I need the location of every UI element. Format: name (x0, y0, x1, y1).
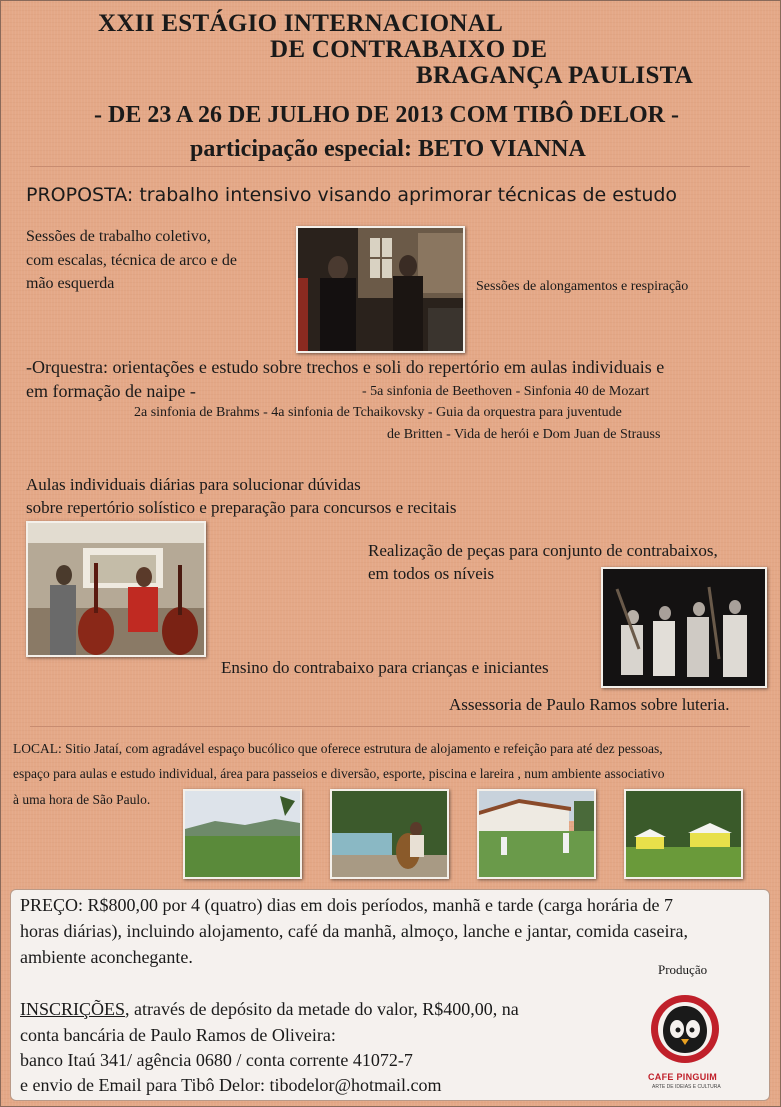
local-line-3: à uma hora de São Paulo. (13, 792, 151, 807)
pecas-line-2: em todos os níveis (368, 564, 495, 583)
preco-line-2: horas diárias), incluindo alojamento, café da manhã, almoço, lanche e jantar, comida caseira, (20, 921, 688, 941)
local-line-1: LOCAL: Sitio Jataí, com agradável espaço bucólico que oferece estrutura de alojamento e refeição para até dez pessoas, (13, 741, 663, 756)
inscricoes-line-4: e envio de Email para Tibô Delor: tibodelor@hotmail.com (20, 1075, 442, 1095)
inscricoes-line-1-rest: , através de depósito da metade do valor, R$400,00, na (125, 999, 519, 1019)
logo-name: CAFE PINGUIM (648, 1072, 718, 1082)
title-line-3: BRAGANÇA PAULISTA (416, 62, 694, 89)
local-line-2: espaço para aulas e estudo individual, área para passeios e diversão, esporte, piscina e lareira , num ambiente associativo (13, 766, 665, 781)
sessoes-line-3: mão esquerda (26, 275, 115, 292)
preco-line-1: PREÇO: R$800,00 por 4 (quatro) dias em dois períodos, manhã e tarde (carga horária de 7 (20, 895, 674, 915)
special-guest: participação especial: BETO VIANNA (190, 136, 586, 162)
aulas-line-2: sobre repertório solístico e preparação para concursos e recitais (26, 498, 457, 517)
cafe-pinguim-logo (645, 993, 725, 1069)
proposta-text: PROPOSTA: trabalho intensivo visando aprimorar técnicas de estudo (26, 184, 678, 206)
title-line-2: DE CONTRABAIXO DE (270, 36, 548, 63)
repertoire-line-2: 2a sinfonia de Brahms - 4a sinfonia de Tchaikovsky - Guia da orquestra para juventude (134, 405, 622, 420)
aulas-line-1: Aulas individuais diárias para solucionar dúvidas (26, 475, 361, 494)
preco-line-3: ambiente aconchegante. (20, 947, 193, 967)
header-divider (30, 166, 750, 167)
inscricoes-line-1 (20, 997, 519, 1021)
logo-tagline: ARTE DE IDEIAS E CULTURA (652, 1084, 721, 1090)
ensino-text: Ensino do contrabaixo para crianças e iniciantes (221, 658, 549, 677)
photo-landscape (183, 789, 302, 879)
alongamentos-text: Sessões de alongamentos e respiração (476, 279, 689, 294)
photo-tents-garden (624, 789, 743, 879)
sessoes-line-1: Sessões de trabalho coletivo, (26, 228, 211, 245)
local-divider (30, 726, 750, 727)
orquestra-line-2: em formação de naipe - (26, 381, 196, 401)
photo-bass-ensemble (601, 567, 767, 688)
event-dates: - DE 23 A 26 DE JULHO DE 2013 COM TIBÔ DELOR - (94, 102, 679, 128)
producao-label: Produção (658, 962, 708, 977)
repertoire-line-3: de Britten - Vida de herói e Dom Juan de Strauss (387, 427, 661, 442)
inscricoes-line-3: banco Itaú 341/ agência 0680 / conta corrente 41072-7 (20, 1050, 413, 1070)
photo-group-rehearsal (296, 226, 465, 353)
repertoire-line-1: - 5a sinfonia de Beethoven - Sinfonia 40 de Mozart (362, 384, 650, 399)
assessoria-text: Assessoria de Paulo Ramos sobre luteria. (449, 695, 730, 714)
photo-pool-bassist (330, 789, 449, 879)
title-line-1: XXII ESTÁGIO INTERNACIONAL (98, 10, 504, 37)
pecas-line-1: Realização de peças para conjunto de contrabaixos, (368, 541, 718, 560)
orquestra-line-1: -Orquestra: orientações e estudo sobre trechos e soli do repertório em aulas individuais e (26, 357, 665, 377)
inscricoes-line-2: conta bancária de Paulo Ramos de Oliveira: (20, 1025, 336, 1045)
photo-individual-lesson (26, 521, 206, 657)
sessoes-line-2: com escalas, técnica de arco e de (26, 252, 237, 269)
inscricoes-label: INSCRIÇÕES (20, 999, 126, 1019)
photo-house-yard (477, 789, 596, 879)
